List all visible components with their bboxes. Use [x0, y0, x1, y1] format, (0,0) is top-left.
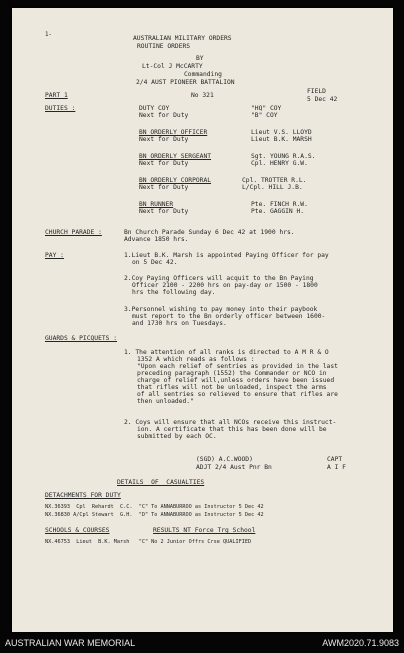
- pay-item-3-line2: must report to the Bn orderly officer between 1600-: [132, 313, 326, 320]
- church-label: CHURCH PARADE :: [45, 229, 102, 236]
- signature-name: (SGD) A.C.WOOD): [196, 456, 253, 463]
- pay-item-1-line2: on 5 Dec 42.: [132, 259, 178, 266]
- guards-item-1-line5: charge of relief will,unless orders have been issued: [137, 377, 335, 384]
- guards-item-1-line2: 1352 A which reads as follows :: [137, 356, 255, 363]
- guards-item-1-line4: preceding paragraph (1552) the Commander or NCO in: [137, 370, 327, 377]
- header-title-line2: ROUTINE ORDERS: [137, 43, 191, 50]
- signature-rank: CAPT: [327, 456, 343, 463]
- pay-item-3-line1: 3.Personnel wishing to pay money into their paybook: [124, 306, 318, 313]
- schools-row: NX.46753 Lieut B.K. Marsh "C" No 2 Junior Offrs Crse QUALIFIED: [45, 539, 252, 545]
- duty-row-2-value2: Lieut B.K. MARSH: [251, 136, 312, 143]
- duty-row-3-value2: Cpl. HENRY G.W.: [251, 160, 308, 167]
- duty-row-3-line2: Next for Duty: [139, 160, 189, 167]
- schools-subtitle: RESULTS NT Force Trg School: [153, 527, 256, 534]
- detachment-row-2: NX.36830 A/Cpl Stewart G.H. "D" To ANNABURROO as Instructor 5 Dec 42: [45, 512, 264, 518]
- footer-accession-number: AWM2020.71.9083: [322, 638, 399, 648]
- duty-row-5-line2: Next for Duty: [139, 208, 189, 215]
- church-line1: Bn Church Parade Sunday 6 Dec 42 at 1900 hrs.: [124, 229, 295, 236]
- duty-row-5-value2: Pte. GAGGIN H.: [251, 208, 305, 215]
- order-date: 5 Dec 42: [307, 96, 338, 103]
- duty-row-1-line1: DUTY COY: [139, 105, 170, 112]
- duties-label: DUTIES :: [45, 105, 76, 112]
- detachments-label: DETACHMENTS FOR DUTY: [45, 492, 121, 499]
- guards-item-1-line3: "Upon each relief of sentries as provided in the last: [137, 363, 338, 370]
- header-commanding: Commanding: [184, 71, 222, 78]
- header-unit: 2/4 AUST PIONEER BATTALION: [136, 79, 235, 86]
- schools-label: SCHOOLS & COURSES: [45, 527, 110, 534]
- duty-row-4-line1: BN ORDERLY CORPORAL: [139, 177, 212, 184]
- detachment-row-1: NX.36393 Cpl Rehardt C.C. "C" To ANNABURROO as Instructor 5 Dec 42: [45, 504, 264, 510]
- guards-item-2-line1: 2. Coys will ensure that all NCOs receive this instruct-: [124, 419, 337, 426]
- guards-item-1-line7: of all sentries so relieved to ensure that rifles are: [137, 391, 338, 398]
- pay-item-2-line3: hrs the following day.: [132, 289, 216, 296]
- church-line2: Advance 1850 hrs.: [124, 236, 189, 243]
- duty-row-3-value1: Sgt. YOUNG R.A.S.: [251, 153, 316, 160]
- guards-item-1-line6: that rifles will not be unloaded, inspect the arms: [137, 384, 327, 391]
- part-number: PART 1: [45, 92, 68, 99]
- pay-item-1-line1: 1.Lieut B.K. Marsh is appointed Paying Officer for pay: [124, 252, 329, 259]
- guards-item-1-line8: then unloaded.": [137, 398, 194, 405]
- order-number: No 321: [191, 92, 214, 99]
- document-page: [12, 8, 393, 632]
- duty-row-4-line2: Next for Duty: [139, 184, 189, 191]
- pay-item-3-line3: and 1730 hrs on Tuesdays.: [132, 320, 227, 327]
- pay-label: PAY :: [45, 252, 64, 259]
- corner-mark: 1-: [45, 32, 52, 38]
- header-by: BY: [196, 55, 204, 62]
- duty-row-3-line1: BN ORDERLY SERGEANT: [139, 153, 212, 160]
- header-commander: Lt-Col J McCARTY: [142, 63, 203, 70]
- pay-item-2-line2: Officer 2100 - 2200 hrs on pay-day or 1500 - 1800: [132, 282, 318, 289]
- duty-row-4-value2: L/Cpl. HILL J.B.: [242, 184, 303, 191]
- guards-item-2-line3: submitted by each OC.: [137, 433, 217, 440]
- duty-row-2-line2: Next for Duty: [139, 136, 189, 143]
- duty-row-5-value1: Pte. FINCH R.W.: [251, 201, 308, 208]
- duty-row-1-line2: Next for Duty: [139, 112, 189, 119]
- details-title: DETAILS OF CASUALTIES: [117, 479, 205, 486]
- pay-item-2-line1: 2.Coy Paying Officers will acquit to the Bn Paying: [124, 275, 314, 282]
- duty-row-1-value2: "B" COY: [251, 112, 278, 119]
- location: FIELD: [307, 88, 326, 95]
- guards-label: GUARDS & PICQUETS :: [45, 335, 118, 342]
- header-title-line1: AUSTRALIAN MILITARY ORDERS: [133, 35, 232, 42]
- guards-item-1-line1: 1. The attention of all ranks is directed to A M R & O: [124, 349, 329, 356]
- duty-row-5-line1: BN RUNNER: [139, 201, 174, 208]
- signature-force: A I F: [327, 464, 346, 471]
- guards-item-2-line2: ion. A certificate that this has been done will be: [137, 426, 327, 433]
- signature-title: ADJT 2/4 Aust Pnr Bn: [196, 464, 272, 471]
- duty-row-4-value1: Cpl. TROTTER R.L.: [242, 177, 307, 184]
- duty-row-1-value1: "HQ" COY: [251, 105, 282, 112]
- footer-credit: AUSTRALIAN WAR MEMORIAL: [5, 638, 136, 648]
- duty-row-2-line1: BN ORDERLY OFFICER: [139, 129, 208, 136]
- duty-row-2-value1: Lieut V.S. LLOYD: [251, 129, 312, 136]
